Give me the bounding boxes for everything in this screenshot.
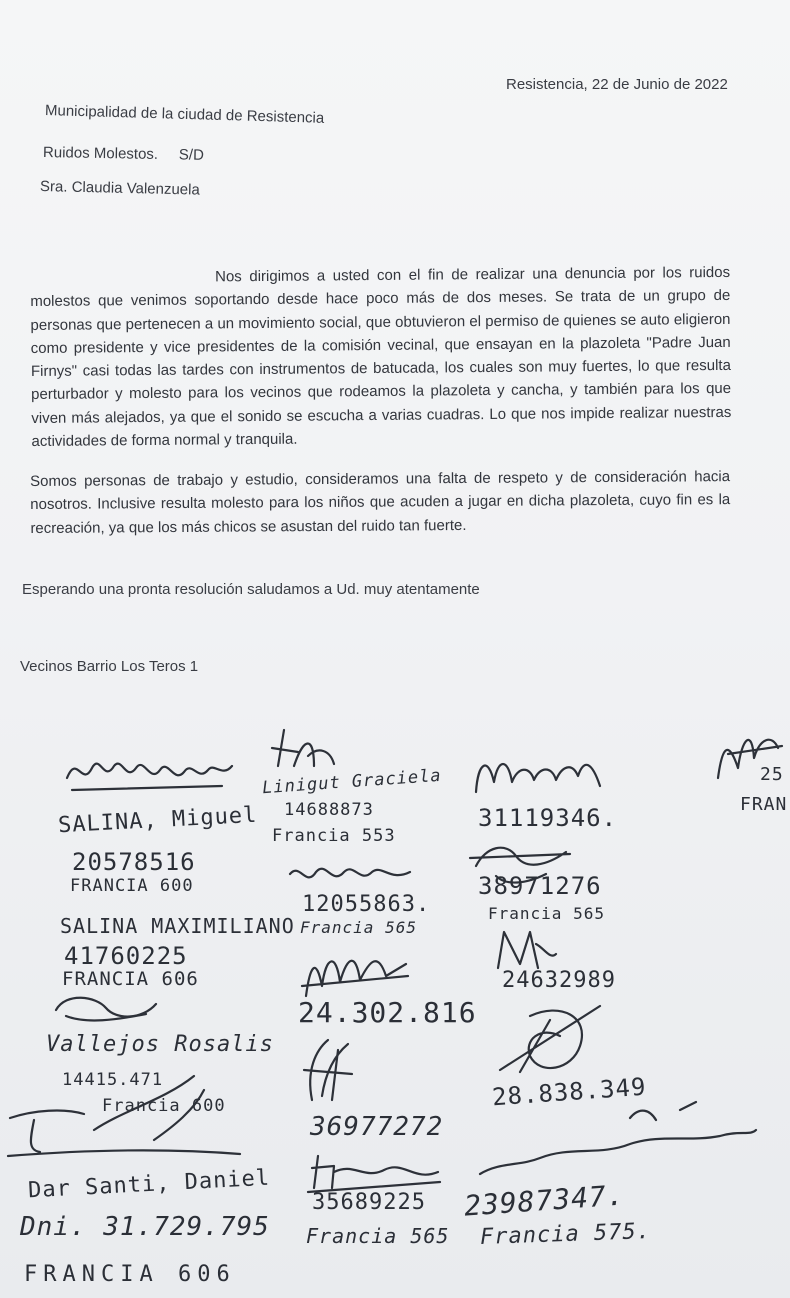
signer-1-name: SALINA, Miguel <box>57 802 258 839</box>
signature-scribble-5 <box>264 726 344 776</box>
signer-6-address: Francia 565 <box>300 918 417 937</box>
signer-2-name: SALINA MAXIMILIANO <box>60 914 295 938</box>
signer-15-id-partial: 25 <box>760 764 784 785</box>
signer-5-id: 14688873 <box>284 800 374 820</box>
signer-15-address-partial: FRAN <box>740 794 788 815</box>
signer-5-address: Francia 553 <box>272 826 396 846</box>
signer-7-id: 24.302.816 <box>298 996 477 1029</box>
signer-4-name: Dar Santi, Daniel <box>27 1165 271 1204</box>
signer-2-id: 41760225 <box>64 942 188 970</box>
signature-scribble-8 <box>292 1030 372 1110</box>
signer-3-id: 14415.471 <box>62 1070 164 1090</box>
signer-1-id: 20578516 <box>72 848 196 876</box>
signature-scribble-12 <box>490 924 560 974</box>
signer-9-address: Francia 565 <box>306 1224 450 1248</box>
signer-4-address: FRANCIA 606 <box>24 1262 236 1287</box>
signer-8-id: 36977272 <box>310 1112 444 1142</box>
signer-11-id: 38971276 <box>478 872 602 900</box>
signer-1-address: FRANCIA 600 <box>70 876 194 896</box>
signer-2-address: FRANCIA 606 <box>62 968 199 990</box>
attention-line: Sra. Claudia Valenzuela <box>39 178 200 199</box>
signer-6-id: 12055863. <box>302 892 431 917</box>
signer-12-id: 24632989 <box>502 968 616 993</box>
recipient-line: Municipalidad de la ciudad de Resistencia <box>44 102 325 127</box>
signer-13-id: 28.838.349 <box>491 1072 648 1112</box>
signature-scribble-4 <box>4 1070 244 1160</box>
signature-scribble-14 <box>460 1096 760 1186</box>
signature-scribble-13 <box>490 996 610 1086</box>
signer-5-name: Linigut Graciela <box>261 765 443 799</box>
letter-body <box>30 261 732 453</box>
signatory-line: Vecinos Barrio Los Teros 1 <box>20 658 199 675</box>
signature-scribble-6 <box>286 858 416 894</box>
signer-11-address: Francia 565 <box>488 904 605 923</box>
signer-9-id: 35689225 <box>312 1190 426 1215</box>
signer-14-address: Francia 575. <box>479 1219 652 1250</box>
signature-scribble-10 <box>468 752 608 802</box>
signer-4-id: Dni. 31.729.795 <box>20 1212 270 1242</box>
letter-body-2 <box>30 465 730 540</box>
paragraph-2: Somos personas de trabajo y estudio, consideramos una falta de respeto y de consideración hacia nosotros. Inclusive resulta molesto para los niños que acuden a jugar en dicha plazoleta, cuyo fin es la recreación, ya que los más chicos se asustan del ruido tan fuerte. <box>30 468 731 537</box>
signature-scribble-2 <box>46 990 166 1026</box>
signer-3-name: Vallejos Rosalis <box>46 1032 274 1057</box>
paragraph-1: Nos dirigimos a usted con el fin de realizar una denuncia por los ruidos molestos que venimos soportando desde hace poco más de dos meses. Se trata de un grupo de personas que pertenecen a un movimiento social, que obtuvieron el permiso de quienes se auto eligieron como presidente y vice presidentes de la comisión vecinal, que ensayan en la plazoleta "Padre Juan Firnys" casi todas las tardes con instrumentos de batucada, los cuales son muy fuertes, lo que resulta perturbador y molesto para los vecinos que rodeamos la plazoleta y cancha, y también para los que viven más alejados, ya que el sonido se escucha a varias cuadras. Lo que nos impide realizar nuestras actividades de forma normal y tranquila. <box>30 263 732 451</box>
department-line: Ruidos Molestos. S/D <box>42 144 205 164</box>
closing-line: Esperando una pronta resolución saludamos a Ud. muy atentamente <box>22 581 480 598</box>
signer-3-address: Francia 600 <box>102 1096 226 1116</box>
signature-scribble-1 <box>62 748 242 798</box>
signer-14-id: 23987347. <box>463 1178 626 1223</box>
signer-10-id: 31119346. <box>478 804 618 832</box>
date-line: Resistencia, 22 de Junio de 2022 <box>506 76 728 93</box>
